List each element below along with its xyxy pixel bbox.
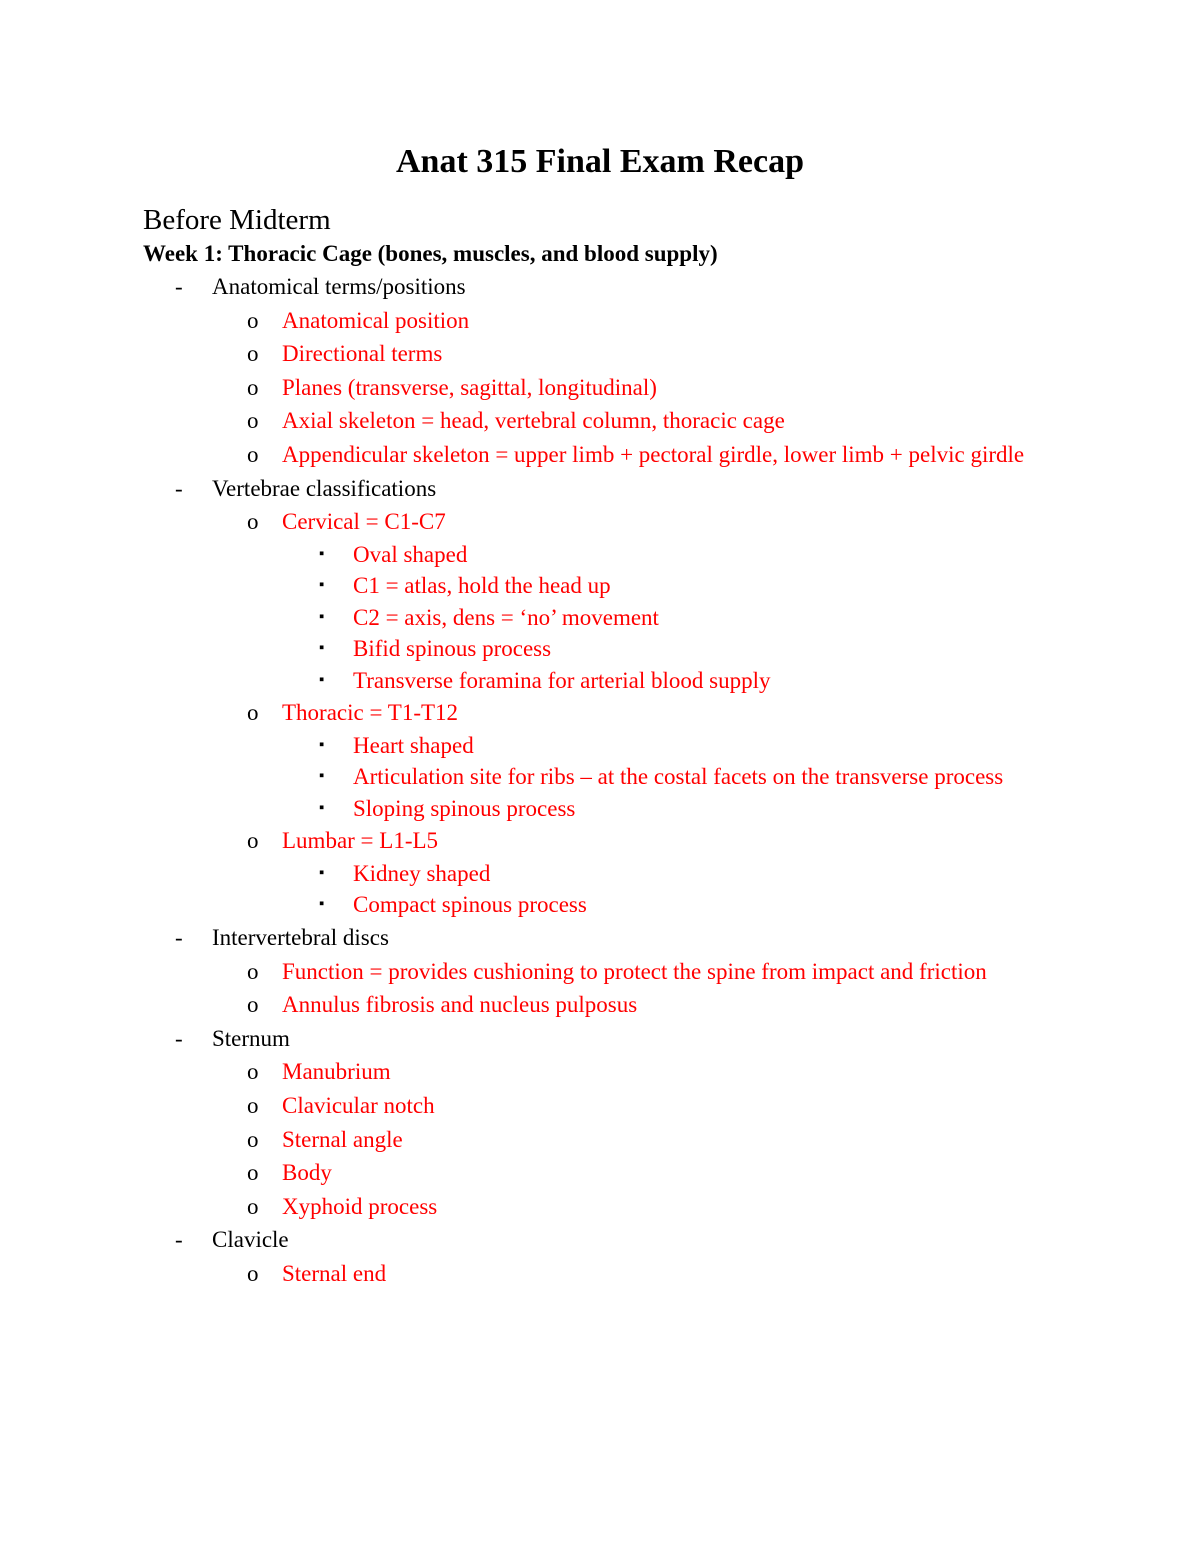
square-bullet-icon: ▪	[319, 768, 325, 785]
circle-bullet-icon: o	[247, 1092, 259, 1118]
outline-item-level-1	[0, 921, 1200, 955]
circle-bullet-icon: o	[247, 441, 259, 467]
circle-bullet-icon: o	[247, 1059, 259, 1085]
circle-bullet-icon: o	[247, 307, 259, 333]
week-heading: Week 1: Thoracic Cage (bones, muscles, and blood supply)	[143, 241, 718, 266]
outline-item-text: Intervertebral discs	[212, 924, 389, 950]
outline-item-level-2	[0, 1089, 1200, 1123]
outline-item-level-3	[0, 539, 1200, 571]
outline-item-level-1	[0, 1022, 1200, 1056]
outline-item-level-2	[0, 1123, 1200, 1157]
outline-item-text: Annulus fibrosis and nucleus pulposus	[282, 992, 638, 1018]
outline-item-level-2	[0, 505, 1200, 539]
outline-item-level-2	[0, 1156, 1200, 1190]
outline-item-text: Articulation site for ribs – at the costal facets on the transverse process	[353, 764, 1004, 790]
circle-bullet-icon: o	[247, 1193, 259, 1219]
outline-item-text: Sternal end	[282, 1260, 387, 1286]
outline-item-text: Sternum	[212, 1025, 290, 1051]
circle-bullet-icon: o	[247, 1160, 259, 1186]
outline-item-text: Xyphoid process	[282, 1193, 438, 1219]
dash-bullet-icon: -	[175, 274, 183, 299]
outline-item-text: Body	[282, 1160, 332, 1186]
outline-item-text: Sloping spinous process	[353, 795, 576, 821]
square-bullet-icon: ▪	[319, 640, 325, 657]
outline-item-text: Heart shaped	[353, 732, 474, 758]
outline-item-level-3	[0, 570, 1200, 602]
outline-item-text: C1 = atlas, hold the head up	[353, 573, 611, 599]
dash-bullet-icon: -	[175, 1227, 183, 1253]
outline-item-level-1	[0, 472, 1200, 506]
circle-bullet-icon: o	[247, 958, 259, 984]
outline-item-text: C2 = axis, dens = ‘no’ movement	[353, 604, 659, 630]
outline-item-text: Oval shaped	[353, 541, 468, 567]
outline-item-level-2	[0, 304, 1200, 338]
outline-item-level-2	[0, 438, 1200, 472]
outline-item-level-2	[0, 955, 1200, 989]
outline-item-level-3	[0, 730, 1200, 762]
outline-item-level-2	[0, 696, 1200, 730]
outline-item-text: Compact spinous process	[353, 892, 587, 918]
outline-item-level-3	[0, 793, 1200, 825]
page-title: Anat 315 Final Exam Recap	[396, 143, 804, 180]
outline-item-level-3	[0, 761, 1200, 793]
section-heading: Before Midterm	[143, 204, 331, 236]
dash-bullet-icon: -	[175, 924, 183, 950]
outline-item-text: Cervical = C1-C7	[282, 509, 446, 535]
outline-item-text: Anatomical terms/positions	[212, 274, 466, 299]
outline-item-level-2	[0, 1257, 1200, 1291]
circle-bullet-icon: o	[247, 1126, 259, 1152]
outline-item-text: Kidney shaped	[353, 860, 491, 886]
square-bullet-icon: ▪	[319, 545, 325, 562]
outline-item-level-3	[0, 633, 1200, 665]
outline-item-level-2	[0, 824, 1200, 858]
outline-item-text: Thoracic = T1-T12	[282, 700, 459, 726]
outline-item-level-3	[0, 858, 1200, 890]
outline-item-text: Lumbar = L1-L5	[282, 828, 439, 854]
square-bullet-icon: ▪	[319, 577, 325, 594]
square-bullet-icon: ▪	[319, 896, 325, 913]
square-bullet-icon: ▪	[319, 736, 325, 753]
dash-bullet-icon: -	[175, 1025, 183, 1051]
outline-item-text: Directional terms	[282, 341, 443, 367]
outline-item-text: Clavicle	[212, 1227, 289, 1253]
circle-bullet-icon: o	[247, 1260, 259, 1286]
outline-item-level-3	[0, 665, 1200, 697]
outline-item-level-3	[0, 602, 1200, 634]
outline-item-level-3	[0, 889, 1200, 921]
notes-outline	[0, 270, 1200, 1290]
outline-item-text: Anatomical position	[282, 307, 470, 333]
circle-bullet-icon: o	[247, 828, 259, 854]
circle-bullet-icon: o	[247, 700, 259, 726]
outline-item-text: Clavicular notch	[282, 1092, 435, 1118]
outline-item-level-2	[0, 1055, 1200, 1089]
outline-item-text: Planes (transverse, sagittal, longitudinal)	[282, 374, 657, 400]
circle-bullet-icon: o	[247, 374, 259, 400]
outline-item-text: Bifid spinous process	[353, 636, 552, 662]
outline-item-level-2	[0, 371, 1200, 405]
outline-item-text: Axial skeleton = head, vertebral column, thoracic cage	[282, 408, 785, 434]
outline-item-text: Vertebrae classifications	[212, 475, 437, 501]
circle-bullet-icon: o	[247, 408, 259, 434]
outline-item-level-2	[0, 988, 1200, 1022]
outline-item-text: Appendicular skeleton = upper limb + pectoral girdle, lower limb + pelvic girdle	[282, 441, 1025, 467]
outline-item-text: Transverse foramina for arterial blood supply	[353, 667, 771, 693]
circle-bullet-icon: o	[247, 341, 259, 367]
square-bullet-icon: ▪	[319, 671, 325, 688]
outline-item-level-2	[0, 1190, 1200, 1224]
square-bullet-icon: ▪	[319, 608, 325, 625]
outline-item-text: Sternal angle	[282, 1126, 403, 1152]
circle-bullet-icon: o	[247, 992, 259, 1018]
outline-item-level-1	[0, 1223, 1200, 1257]
outline-item-level-1	[0, 270, 1200, 304]
square-bullet-icon: ▪	[319, 864, 325, 881]
dash-bullet-icon: -	[175, 475, 183, 501]
outline-item-level-2	[0, 404, 1200, 438]
outline-item-text: Manubrium	[282, 1059, 391, 1085]
square-bullet-icon: ▪	[319, 799, 325, 816]
circle-bullet-icon: o	[247, 509, 259, 535]
outline-item-text: Function = provides cushioning to protect the spine from impact and friction	[282, 958, 987, 984]
outline-item-level-2	[0, 337, 1200, 371]
